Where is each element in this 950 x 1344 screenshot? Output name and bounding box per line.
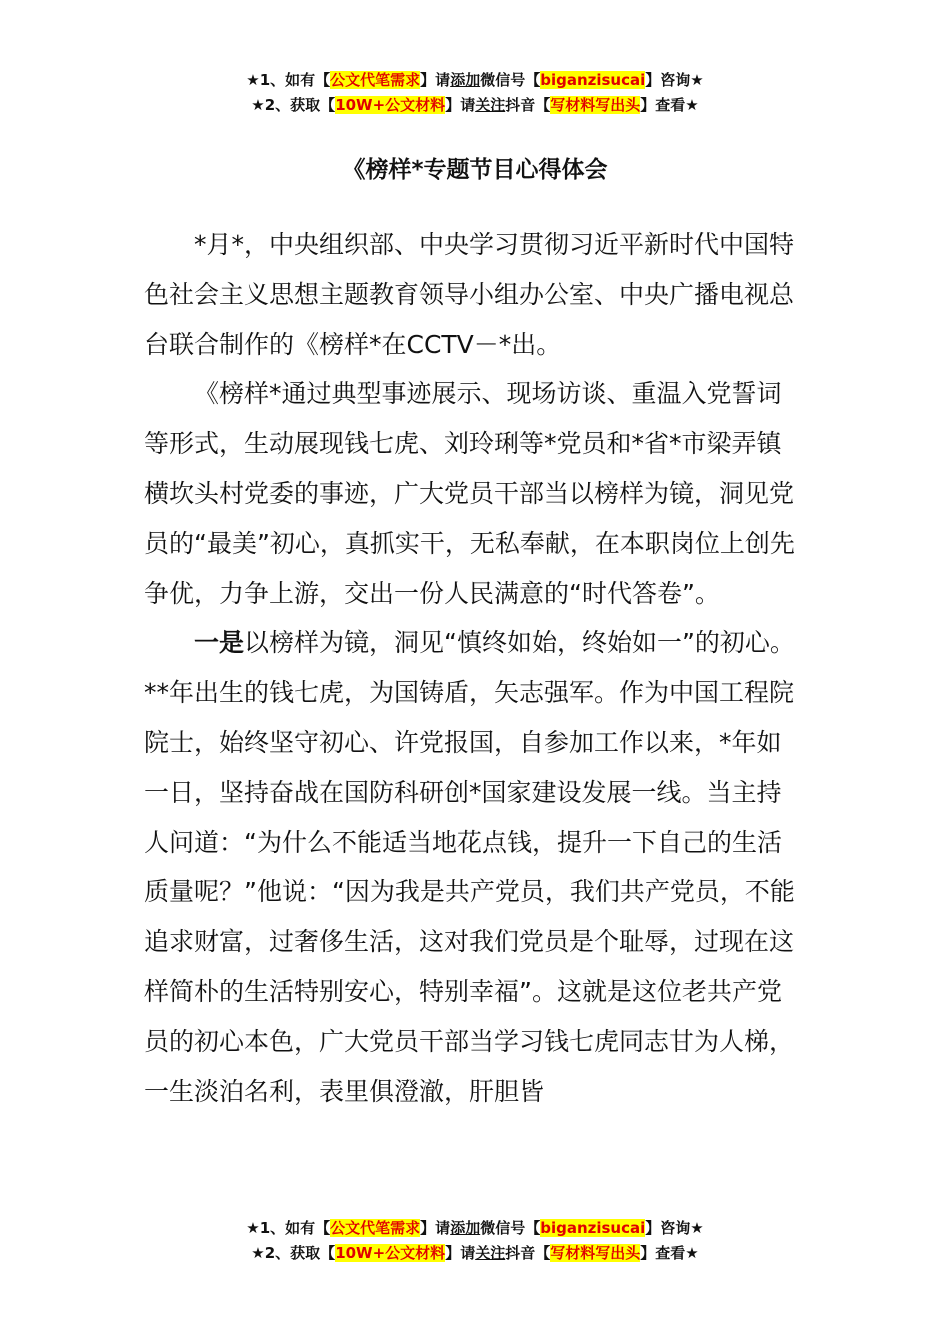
underline-follow: 关注 — [475, 1244, 506, 1262]
banner-line-1: ★1、如有【公文代笔需求】请添加微信号【biganzisucai】咨询★ — [246, 71, 704, 89]
point-lead: 一是 — [194, 628, 245, 658]
highlight-materials: 10W+公文材料 — [335, 96, 446, 114]
highlight-wechat-id: biganzisucai — [540, 1219, 646, 1237]
highlight-service: 公文代笔需求 — [330, 1219, 421, 1237]
footer-banner — [0, 1216, 950, 1266]
paragraph-3 — [144, 618, 804, 1116]
document-title: 《榜样*专题节目心得体会 — [342, 157, 608, 183]
paragraph-2: 《榜样*通过典型事迹展示、现场访谈、重温入党誓词等形式，生动展现钱七虎、刘玲琍等*党员和*省*市梁弄镇横坎头村党委的事迹，广大党员干部当以榜样为镜，洞见党员的“最美”初心，真抓实干，无私奉献，在本职岗位上创先争优，力争上游，交出一份人民满意的“时代答卷”。 — [144, 379, 795, 608]
highlight-service: 公文代笔需求 — [330, 71, 421, 89]
banner-line-2: ★2、获取【10W+公文材料】请关注抖音【写材料写出头】查看★ — [251, 1244, 699, 1262]
underline-add: 添加 — [450, 1219, 481, 1237]
header-banner — [0, 68, 950, 118]
highlight-douyin: 写材料写出头 — [550, 96, 641, 114]
highlight-douyin: 写材料写出头 — [550, 1244, 641, 1262]
point-text: 以榜样为镜，洞见“慎终如始，终始如一”的初心。**年出生的钱七虎，为国铸盾，矢志强军。作为中国工程院院士，始终坚守初心、许党报国，自参加工作以来，*年如一日，坚持奋战在国防科研创*国家建设发展一线。当主持人问道：“为什么不能适当地花点钱，提升一下自己的生活质量呢？”他说：“因为我是共产党员，我们共产党员，不能追求财富，过奢侈生活，这对我们党员是个耻辱，过现在这样简朴的生活特别安心，特别幸福”。这就是这位老共产党员的初心本色，广大党员干部当学习钱七虎同志甘为人梯，一生淡泊名利，表里俱澄澈，肝胆皆 — [144, 628, 795, 1106]
highlight-materials: 10W+公文材料 — [335, 1244, 446, 1262]
underline-follow: 关注 — [475, 96, 506, 114]
banner-line-1: ★1、如有【公文代笔需求】请添加微信号【biganzisucai】咨询★ — [246, 1219, 704, 1237]
highlight-wechat-id: biganzisucai — [540, 71, 646, 89]
document-body — [144, 220, 804, 1116]
banner-line-2: ★2、获取【10W+公文材料】请关注抖音【写材料写出头】查看★ — [251, 96, 699, 114]
paragraph-1: *月*，中央组织部、中央学习贯彻习近平新时代中国特色社会主义思想主题教育领导小组办公室、中央广播电视总台联合制作的《榜样*在CCTV－*出。 — [144, 230, 795, 359]
underline-add: 添加 — [450, 71, 481, 89]
